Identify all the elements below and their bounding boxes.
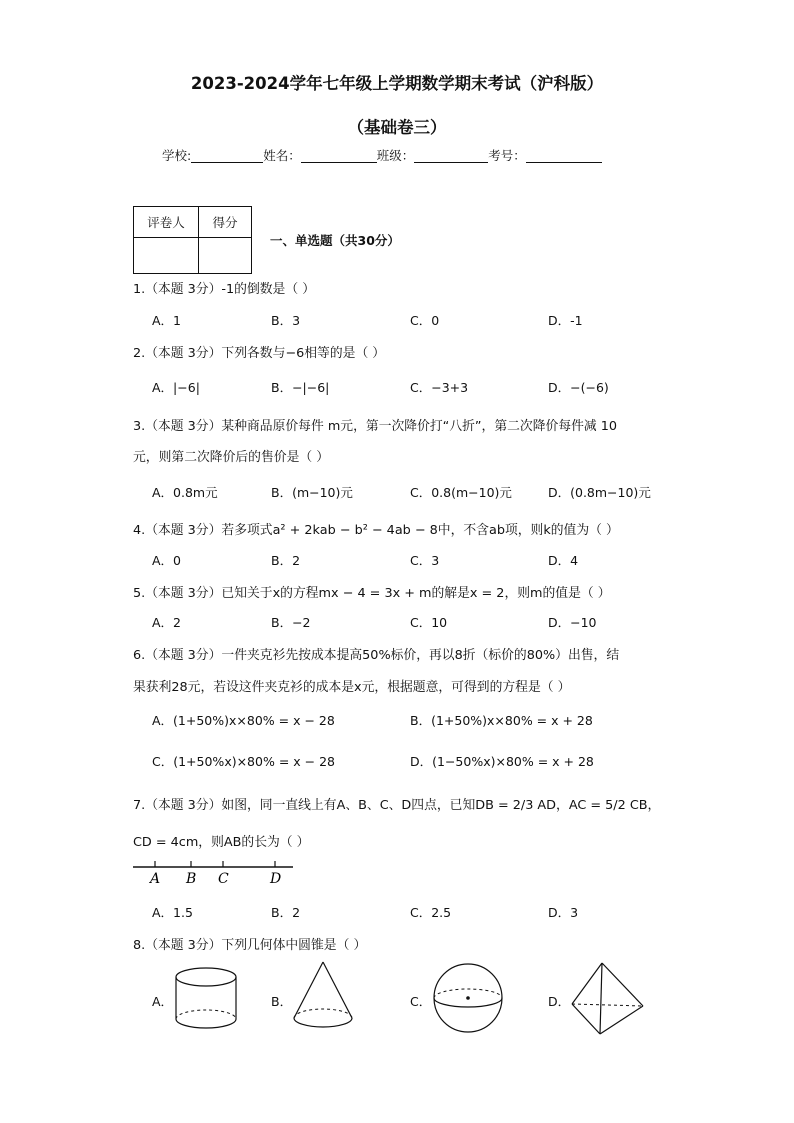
number-line-figure <box>133 858 298 888</box>
name-field[interactable] <box>301 148 377 163</box>
question-3-stem-line1: 3.（本题 3分）某种商品原价每件 m元，第一次降价打“八折”，第二次降价每件减 10 <box>133 419 618 434</box>
question-4-option-c[interactable]: C．3 <box>410 553 440 568</box>
question-3-stem-line2: 元，则第二次降价后的售价是（ ） <box>133 450 330 465</box>
point-label-a: A <box>150 871 161 887</box>
question-8-option-c[interactable]: C． <box>410 994 432 1009</box>
question-6-option-a[interactable]: A．(1+50%)x×80% = x − 28 <box>152 713 335 728</box>
question-4-stem: 4.（本题 3分）若多项式a² + 2kab − b² − 4ab − 8中，不含ab项，则k的值为（ ） <box>133 523 619 538</box>
student-info-line <box>162 146 602 164</box>
question-8-option-d[interactable]: D． <box>548 994 571 1009</box>
grader-table <box>133 206 252 274</box>
question-1-option-d[interactable]: D．-1 <box>548 313 583 328</box>
question-5-option-b[interactable]: B．−2 <box>271 615 311 630</box>
question-4-option-b[interactable]: B．2 <box>271 553 301 568</box>
sphere-icon[interactable] <box>432 962 504 1034</box>
exam-title: 2023-2024学年七年级上学期数学期末考试（沪科版） <box>190 74 604 93</box>
question-4-option-d[interactable]: D．4 <box>548 553 579 568</box>
question-5-stem: 5.（本题 3分）已知关于x的方程mx − 4 = 3x + m的解是x = 2，则m的值是（ ） <box>133 586 611 601</box>
cone-icon[interactable] <box>292 960 356 1032</box>
school-field[interactable] <box>191 148 263 163</box>
question-8-option-b[interactable]: B． <box>271 994 293 1009</box>
question-1-option-b[interactable]: B．3 <box>271 313 301 328</box>
question-7-option-b[interactable]: B．2 <box>271 905 301 920</box>
class-field[interactable] <box>414 148 488 163</box>
question-6-option-c[interactable]: C．(1+50%x)×80% = x − 28 <box>152 754 335 769</box>
question-6-stem-line1: 6.（本题 3分）一件夹克衫先按成本提高50%标价，再以8折（标价的80%）出售，结 <box>133 648 620 663</box>
question-7-option-a[interactable]: A．1.5 <box>152 905 193 920</box>
cylinder-icon[interactable] <box>175 965 241 1031</box>
school-label: 学校: <box>162 148 192 163</box>
question-2-option-c[interactable]: C．−3+3 <box>410 380 469 395</box>
question-3-option-a[interactable]: A．0.8m元 <box>152 485 218 500</box>
question-1-stem: 1.（本题 3分）-1的倒数是（ ） <box>133 282 316 297</box>
number-label: 考号： <box>488 148 526 163</box>
point-label-b: B <box>186 871 197 887</box>
section-title: 一、单选题（共30分） <box>270 233 400 248</box>
pyramid-icon[interactable] <box>568 960 648 1038</box>
question-7-stem-line1: 7.（本题 3分）如图，同一直线上有A、B、C、D四点，已知DB = 2/3 AD，AC = 5/2 CB， <box>133 798 661 813</box>
question-3-option-c[interactable]: C．0.8(m−10)元 <box>410 485 512 500</box>
number-field[interactable] <box>526 148 602 163</box>
question-2-option-b[interactable]: B．−|−6| <box>271 380 330 395</box>
question-5-option-a[interactable]: A．2 <box>152 615 182 630</box>
question-7-option-d[interactable]: D．3 <box>548 905 579 920</box>
grader-label: 评卷人 <box>134 207 199 238</box>
question-1-option-c[interactable]: C．0 <box>410 313 440 328</box>
class-label: 班级： <box>376 148 415 163</box>
question-7-stem-line2: CD = 4cm，则AB的长为（ ） <box>133 835 310 850</box>
exam-subtitle: （基础卷三） <box>347 118 447 137</box>
question-3-option-d[interactable]: D．(0.8m−10)元 <box>548 485 651 500</box>
question-2-option-a[interactable]: A．|−6| <box>152 380 200 395</box>
question-6-option-d[interactable]: D．(1−50%x)×80% = x + 28 <box>410 754 594 769</box>
question-2-stem: 2.（本题 3分）下列各数与−6相等的是（ ） <box>133 346 386 361</box>
question-5-option-d[interactable]: D．−10 <box>548 615 597 630</box>
point-label-d: D <box>270 871 282 887</box>
name-label: 姓名： <box>263 148 301 163</box>
grader-cell[interactable] <box>134 238 199 274</box>
question-6-option-b[interactable]: B．(1+50%)x×80% = x + 28 <box>410 713 593 728</box>
question-8-stem: 8.（本题 3分）下列几何体中圆锥是（ ） <box>133 938 367 953</box>
question-2-option-d[interactable]: D．−(−6) <box>548 380 609 395</box>
question-3-option-b[interactable]: B．(m−10)元 <box>271 485 353 500</box>
question-8-option-a[interactable]: A． <box>152 994 174 1009</box>
score-label: 得分 <box>199 207 252 238</box>
question-1-option-a[interactable]: A．1 <box>152 313 182 328</box>
question-5-option-c[interactable]: C．10 <box>410 615 448 630</box>
score-cell[interactable] <box>199 238 252 274</box>
point-label-c: C <box>218 871 229 887</box>
question-6-stem-line2: 果获利28元，若设这件夹克衫的成本是x元，根据题意，可得到的方程是（ ） <box>133 680 571 695</box>
question-7-option-c[interactable]: C．2.5 <box>410 905 452 920</box>
question-4-option-a[interactable]: A．0 <box>152 553 182 568</box>
